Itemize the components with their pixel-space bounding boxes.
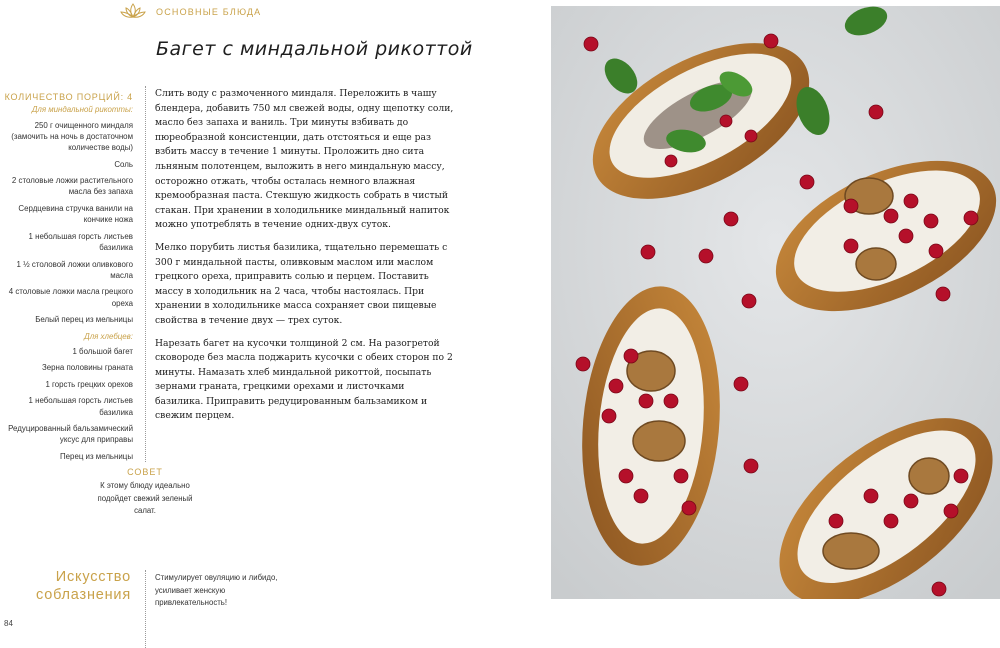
instruction-paragraph: Мелко порубить листья базилика, тщательно перемешать с 300 г миндальной пасты, оливковым маслом или маслом грецкого ореха, приправить солью и перцем. Поставить массу в холодильник на 2 часа, чтобы настоялась. При хранении в холодильнике масса сохраняет свои пищевые свойства в течение двух — трех суток. (155, 241, 448, 326)
bread-subheading: Для хлебцев: (84, 331, 133, 341)
portions-heading: КОЛИЧЕСТВО ПОРЦИЙ: 4 (4, 92, 133, 102)
sidebar-text: Стимулирует овуляцию и либидо, усиливает женскую привлекательность! (155, 573, 278, 607)
ingredient-item: 4 столовые ложки масла грецкого ореха (8, 287, 133, 308)
tip-heading: СОВЕТ (127, 467, 163, 477)
dotted-divider (145, 570, 146, 648)
ingredient-item: Редуцированный бальзамический уксус для приправы (8, 424, 133, 445)
ricotta-subheading: Для миндальной рикотты: (31, 105, 133, 115)
lotus-icon (120, 2, 146, 20)
ingredient-item: 1 ½ столовой ложки оливкового масла (16, 259, 133, 280)
ingredient-item: Сердцевина стручка ванили на кончике ножа (18, 203, 133, 225)
section-label: ОСНОВНЫЕ БЛЮДА (156, 7, 262, 17)
tip-text: К этому блюду идеально подойдет свежий зеленый салат. (97, 481, 193, 515)
ingredient-item: 1 небольшая горсть листьев базилика (28, 231, 133, 253)
sidebar-title (0, 568, 131, 604)
instruction-paragraph: Нарезать багет на кусочки толщиной 2 см. На разогретой сковороде без масла поджарить кусочки с обеих сторон по 2 минуты. Намазать хлеб миндальной рикоттой, посыпать зернами граната, грецкими орехами и листочками базилика. Приправить редуцированным бальзамиком и свежим перцем. (155, 337, 453, 422)
recipe-instructions (155, 87, 455, 432)
dotted-divider (145, 86, 146, 462)
page-number: 84 (4, 619, 13, 628)
sidebar-title-line: соблазнения (36, 587, 131, 603)
ingredient-item: Соль (114, 159, 133, 169)
ingredient-item: 1 большой багет (72, 346, 133, 356)
ingredient-item: 1 небольшая горсть листьев базилика (28, 396, 133, 417)
instruction-paragraph: Слить воду с размоченного миндаля. Переложить в чашу блендера, добавить 750 мл свежей воды, одну щепотку соли, масло без запаха и ваниль. Три минуты взбивать до пюреобразной консистенции, дать отстояться и еще раз взбить массу в течение 1 минуты. Проложить дно сита льняным полотенцем, выложить в него миндальную массу, осторожно отжать, чтобы осталась немного влажная кремообразная паста. Стекшую жидкость собрать в чистый стакан. При хранении в холодильнике миндальный напиток можно употреблять в течение одних-двух суток. (155, 88, 454, 231)
food-photo (551, 6, 1000, 599)
ingredient-item: Белый перец из мельницы (35, 315, 133, 325)
ingredient-item: 250 г очищенного миндаля (замочить на ночь в достаточном количестве воды) (11, 120, 133, 153)
ingredient-item: Перец из мельницы (60, 451, 133, 461)
ingredient-item: Зерна половины граната (41, 363, 133, 373)
recipe-title: Багет с миндальной рикоттой (156, 38, 473, 60)
ingredients-list (0, 92, 133, 467)
sidebar-title-line: Искусство (55, 569, 131, 585)
ingredient-item: 2 столовые ложки растительного масла без запаха (11, 176, 133, 197)
ingredient-item: 1 горсть грецких орехов (45, 379, 133, 389)
